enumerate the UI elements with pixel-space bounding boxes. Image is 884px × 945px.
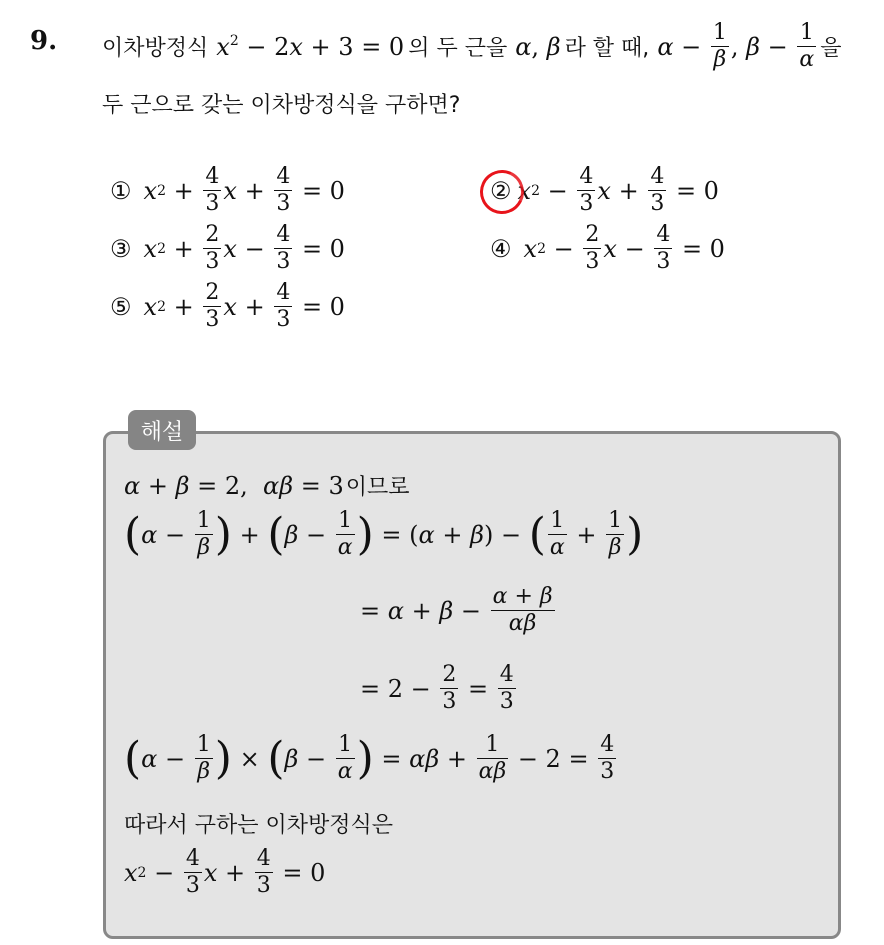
choice-5-mark: ⑤ — [110, 292, 132, 321]
solution-conclusion: 따라서 구하는 이차방정식은 — [124, 813, 394, 838]
solution-line-5: ( α − $\frac{1}{\beta}$ ) × ( β − $\frac{1}{\alpha}$ ) = αβ + $\frac{1}{\alpha\beta}$ − 2 = $\frac{4}{3}$ — [124, 732, 615, 784]
problem-stem-line1 — [102, 22, 842, 71]
problem-number: 9. — [30, 26, 58, 56]
choice-5[interactable]: ⑤ x 2 + $\frac{2}{3}$ x + $\frac{4}{3}$ = 0 — [110, 280, 345, 332]
solution-answer: x 2 − $\frac{4}{3}$ x + $\frac{4}{3}$ = 0 — [124, 846, 326, 898]
solution-line-1-suffix: 이므로 — [345, 475, 410, 500]
solution-line-4: = 2 − $\frac{2}{3}$ = $\frac{4}{3}$ — [360, 662, 514, 714]
stem-text-1: 이차방정식 — [102, 36, 209, 61]
solution-line-1: α + β = 2, αβ = 3 이므로 — [124, 471, 410, 500]
stem-equation: $x^2 - 2x + 3 = 0$ — [216, 32, 405, 61]
choice-2-mark: ② — [490, 176, 512, 205]
stem-root-exprs: α − $\frac{1}{\beta}$ , β − $\frac{1}{\alpha}$ — [657, 20, 815, 72]
choice-3-mark: ③ — [110, 234, 132, 263]
choice-1-mark: ① — [110, 176, 132, 205]
solution-label: 해설 — [128, 410, 196, 450]
stem-roots: α, β — [515, 32, 561, 61]
choice-3[interactable]: ③ x 2 + $\frac{2}{3}$ x − $\frac{4}{3}$ = 0 — [110, 222, 345, 274]
choice-4[interactable]: ④ x 2 − $\frac{2}{3}$ x − $\frac{4}{3}$ = 0 — [490, 222, 725, 274]
choice-4-mark: ④ — [490, 234, 512, 263]
problem-stem-line2: 두 근으로 갖는 이차방정식을 구하면? — [102, 93, 461, 118]
solution-line-2: ( α − $\frac{1}{\beta}$ ) + ( β − $\frac{1}{\alpha}$ ) = ( α + β ) − ( $\frac{1}{\alpha}$ + $\frac{1}{\beta}$ ) — [124, 508, 644, 560]
choice-1[interactable]: ① x 2 + $\frac{4}{3}$ x + $\frac{4}{3}$ = 0 — [110, 164, 345, 216]
stem-text-3: 라 할 때, — [564, 36, 650, 61]
solution-line-3: = α + β − $\frac{\alpha + \beta}{\alpha\beta}$ — [360, 584, 553, 636]
choice-2[interactable]: ② x 2 − $\frac{4}{3}$ x + $\frac{4}{3}$ = 0 — [490, 164, 719, 216]
stem-text-4: 을 — [820, 36, 842, 61]
stem-text-2: 의 두 근을 — [408, 36, 508, 61]
